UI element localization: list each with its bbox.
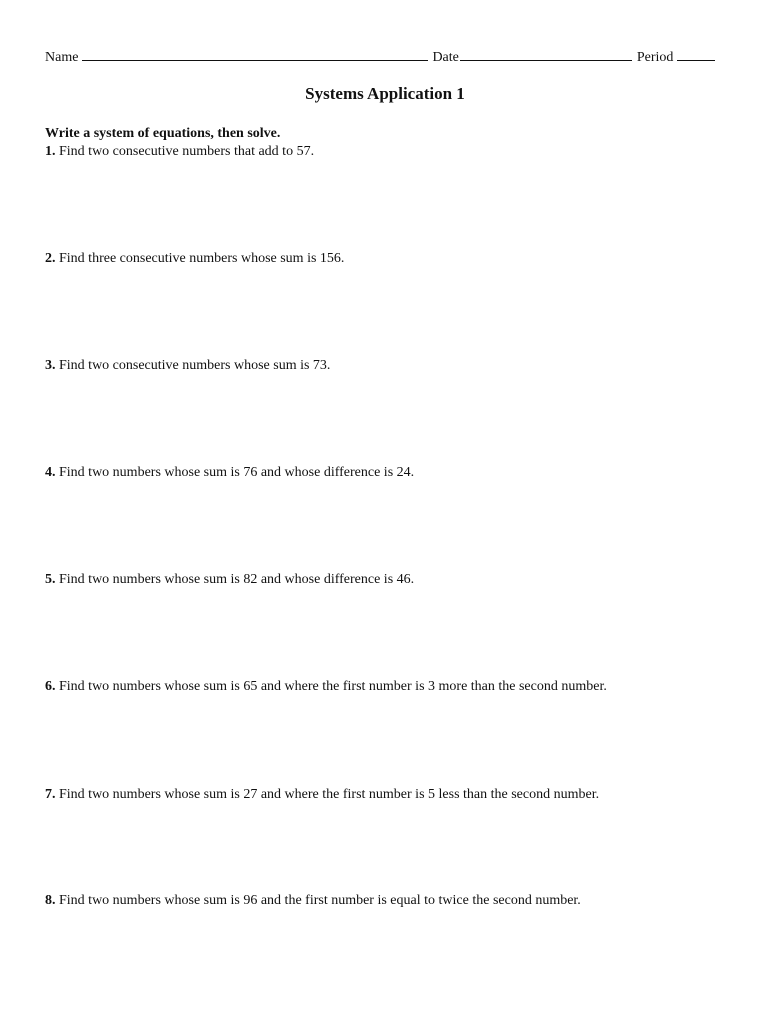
problem-number: 5.: [45, 572, 56, 587]
date-label: Date: [432, 50, 459, 65]
problem-text: Find two consecutive numbers that add to 57.: [59, 144, 315, 159]
problem-text: Find two consecutive numbers whose sum is 73.: [59, 358, 331, 373]
date-blank[interactable]: [460, 47, 632, 61]
problem-number: 3.: [45, 358, 56, 373]
period-blank[interactable]: [677, 47, 715, 61]
problem-3: [45, 357, 330, 374]
problem-text: Find two numbers whose sum is 27 and where the first number is 5 less than the second number.: [59, 787, 600, 802]
problem-text: Find two numbers whose sum is 82 and whose difference is 46.: [59, 572, 415, 587]
problem-text: Find three consecutive numbers whose sum is 156.: [59, 251, 345, 266]
name-blank[interactable]: [82, 47, 428, 61]
name-label: Name: [45, 50, 79, 65]
problem-4: [45, 464, 414, 481]
problem-7: [45, 786, 599, 803]
page-title: Systems Application 1: [305, 84, 465, 103]
problem-2: [45, 250, 344, 267]
problem-text: Find two numbers whose sum is 76 and whose difference is 24.: [59, 465, 415, 480]
problem-number: 2.: [45, 251, 56, 266]
instruction-text: Write a system of equations, then solve.: [45, 126, 281, 141]
problem-text: Find two numbers whose sum is 96 and the first number is equal to twice the second number.: [59, 893, 581, 908]
problem-1: [45, 143, 314, 160]
problem-6: [45, 678, 607, 695]
problem-8: [45, 892, 581, 909]
period-label: Period: [636, 50, 674, 65]
problem-number: 4.: [45, 465, 56, 480]
problem-number: 6.: [45, 679, 56, 694]
problem-5: [45, 571, 414, 588]
problem-text: Find two numbers whose sum is 65 and where the first number is 3 more than the second number.: [59, 679, 607, 694]
header-line: [45, 47, 725, 67]
problem-number: 7.: [45, 787, 56, 802]
problem-number: 8.: [45, 893, 56, 908]
problem-number: 1.: [45, 144, 56, 159]
